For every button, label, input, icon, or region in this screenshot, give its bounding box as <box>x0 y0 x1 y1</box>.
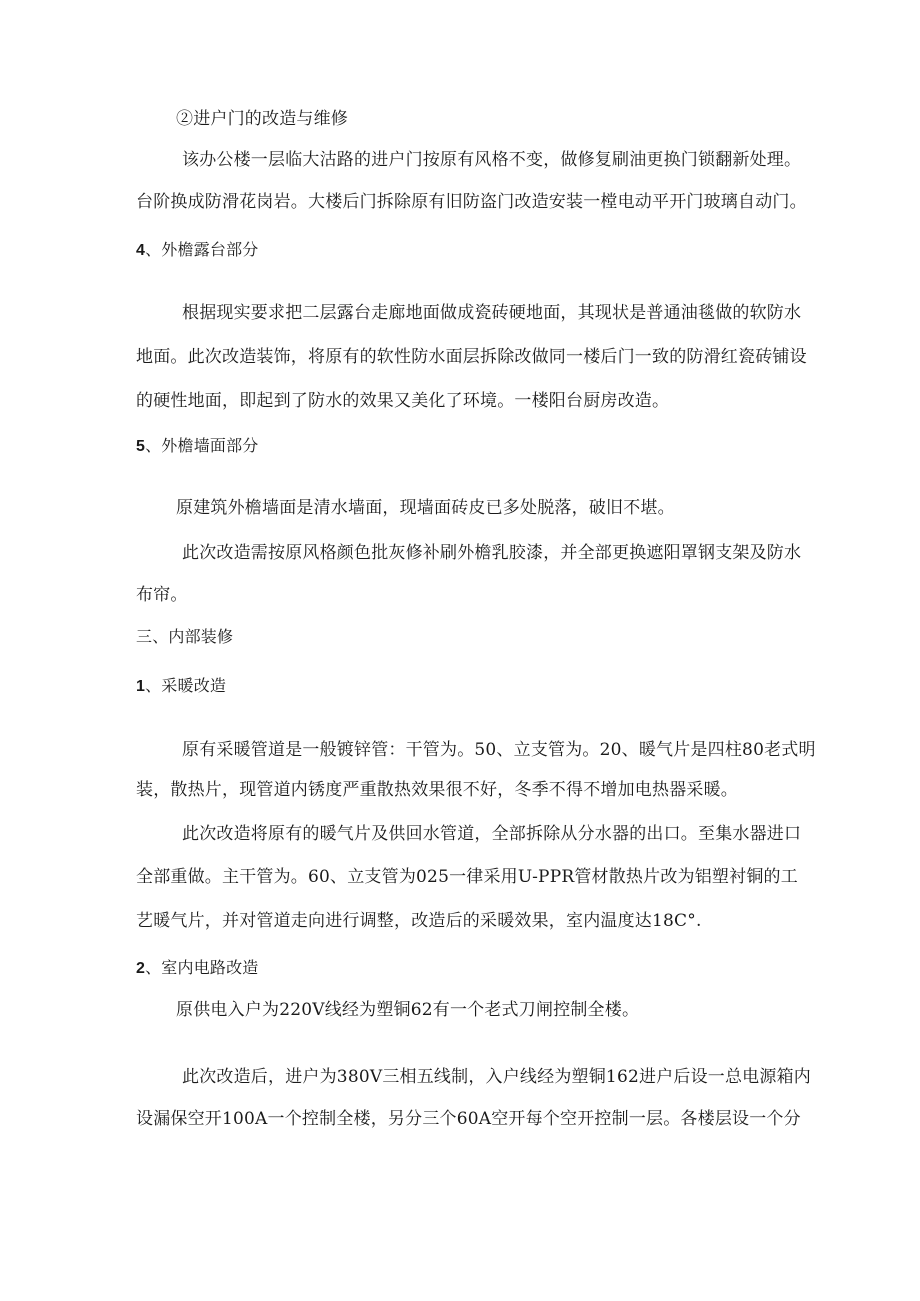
paragraph-line: 地面。此次改造装饰，将原有的软性防水面层拆除改做同一楼后门一致的防滑红瓷砖铺设 <box>136 347 807 367</box>
heading-number: 2 <box>136 960 146 977</box>
paragraph-line: 该办公楼一层临大沽路的进户门按原有风格不变，做修复刷油更换门锁翻新处理。 <box>182 150 802 170</box>
paragraph-line: 此次改造需按原风格颜色批灰修补刷外檐乳胶漆，并全部更换遮阳罩钢支架及防水 <box>182 543 802 563</box>
heading-text: 、采暖改造 <box>145 676 227 695</box>
heading-number: 4 <box>136 242 146 259</box>
paragraph-line: 根据现实要求把二层露台走廊地面做成瓷砖硬地面，其现状是普通油毯做的软防水 <box>182 303 802 323</box>
paragraph-line: 的硬性地面，即起到了防水的效果又美化了环境。一楼阳台厨房改造。 <box>136 391 670 411</box>
paragraph-line: 全部重做。主干管为。60、立支管为025一律采用U-PPR管材散热片改为铝塑衬铜的工 <box>136 867 798 887</box>
paragraph-line: 艺暖气片，并对管道走向进行调整，改造后的采暖效果，室内温度达18C°. <box>136 911 702 931</box>
heading-number: 5 <box>136 438 146 455</box>
paragraph-line: 装，散热片，现管道内锈度严重散热效果很不好，冬季不得不增加电热器采暖。 <box>136 780 738 800</box>
paragraph-line: 原有采暖管道是一般镀锌管：干管为。50、立支管为。20、暖气片是四柱80老式明 <box>182 740 816 760</box>
paragraph-line: 布帘。 <box>136 585 188 605</box>
section-heading <box>136 956 259 981</box>
section-heading <box>136 674 226 699</box>
paragraph-line: 原供电入户为220V线经为塑铜62有一个老式刀闸控制全楼。 <box>176 1000 640 1020</box>
paragraph-line: 台阶换成防滑花岗岩。大楼后门拆除原有旧防盗门改造安装一樘电动平开门玻璃自动门。 <box>136 192 807 212</box>
paragraph-line: 此次改造后，进户为380V三相五线制，入户线经为塑铜162进户后设一总电源箱内 <box>182 1067 811 1087</box>
section-heading <box>136 434 259 459</box>
paragraph-line: 此次改造将原有的暖气片及供回水管道，全部拆除从分水器的出口。至集水器进口 <box>182 824 802 844</box>
heading-text: 、外檐露台部分 <box>145 240 259 259</box>
chapter-heading: 三、内部装修 <box>136 627 234 646</box>
section-heading <box>136 238 259 263</box>
heading-number: 1 <box>136 678 146 695</box>
heading-text: 、室内电路改造 <box>145 958 259 977</box>
heading-text: 、外檐墙面部分 <box>145 436 259 455</box>
paragraph-line: 原建筑外檐墙面是清水墙面，现墙面砖皮已多处脱落，破旧不堪。 <box>176 498 675 518</box>
paragraph-line: 设漏保空开100A一个控制全楼，另分三个60A空开每个空开控制一层。各楼层设一个分 <box>136 1109 801 1129</box>
section-subheading: ②进户门的改造与维修 <box>176 109 348 129</box>
